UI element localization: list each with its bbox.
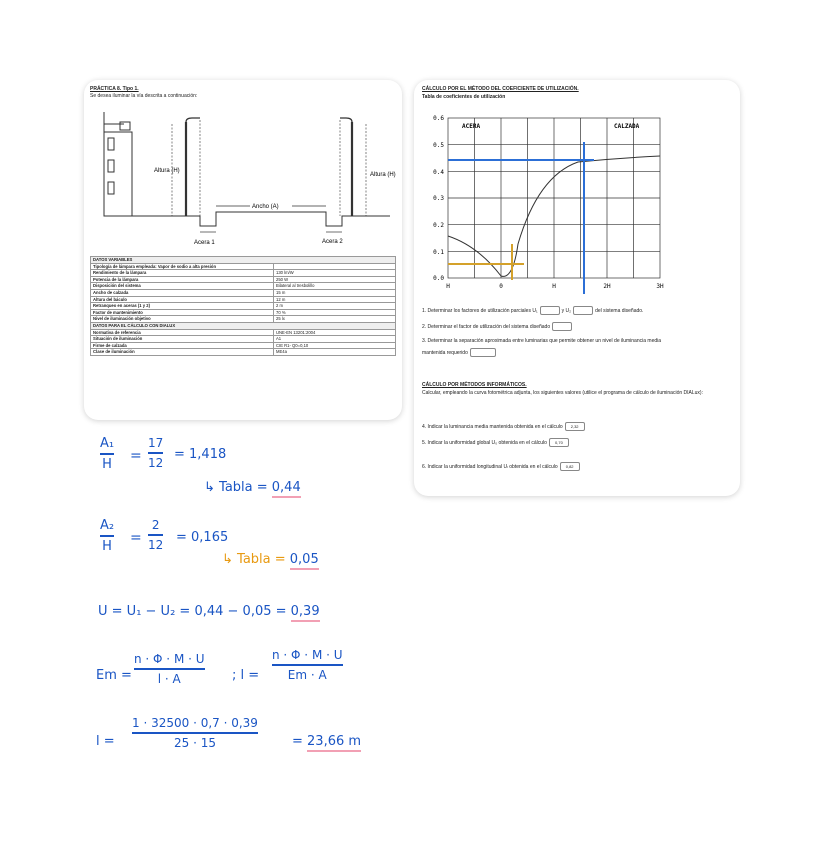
table-row — [91, 309, 396, 316]
eq5-numerator: 1 · 32500 · 0,7 · 0,39 — [132, 716, 258, 730]
table-cell-key: Situación de iluminación — [91, 336, 274, 343]
table-cell-key: Ancho de calzada — [91, 289, 274, 296]
street-section-diagram — [90, 102, 396, 252]
eq2-numerator: A₂ — [100, 518, 115, 533]
y-tick-labels — [433, 115, 444, 282]
table-section-row — [91, 322, 396, 329]
table-row — [91, 289, 396, 296]
table-cell-value: 250 W — [274, 276, 396, 283]
table-row — [91, 336, 396, 343]
utilization-chart — [418, 104, 708, 294]
x-tick: 2H — [603, 283, 611, 290]
eq2-tabla — [222, 552, 319, 567]
x-tick: H — [446, 283, 450, 290]
table-row — [91, 303, 396, 310]
table-cell-key: Retranqueo en aceras (1 y 2) — [91, 303, 274, 310]
q6-answer-box[interactable]: 0,82 — [560, 462, 580, 471]
y-tick: 0.0 — [433, 275, 444, 282]
table-row — [91, 276, 396, 283]
right-pole — [340, 118, 366, 216]
question-3-line2 — [422, 348, 498, 357]
question-4 — [422, 422, 587, 431]
table-row — [91, 349, 396, 356]
question-2 — [422, 322, 574, 331]
y-tick: 0.3 — [433, 195, 444, 202]
table-cell-key: Nivel de iluminación objetivo — [91, 316, 274, 323]
table-cell-value: 15 m — [274, 289, 396, 296]
table-cell-value: 25 lx — [274, 316, 396, 323]
table-cell-value: 70 % — [274, 309, 396, 316]
method-card — [414, 80, 740, 496]
question-1 — [422, 306, 643, 315]
table-section-row — [91, 257, 396, 264]
table-cell-key: Altura del báculo — [91, 296, 274, 303]
eq4-denominator: l · A — [157, 671, 181, 686]
width-label: Ancho (A) — [252, 204, 279, 210]
x-tick: 3H — [656, 283, 664, 290]
table-row — [91, 263, 396, 270]
section-header: DATOS PARA EL CÁLCULO CON DIALUX — [91, 322, 396, 329]
table-row — [91, 342, 396, 349]
table-cell-key: Clase de iluminación — [91, 349, 274, 356]
eq2-tabla-value: 0,05 — [290, 552, 319, 570]
table-cell-key: Disposición del sistema — [91, 283, 274, 290]
question-6-text: 6. Indicar la uniformidad longitudinal Uₗ obtenida en el cálculo — [422, 463, 558, 470]
eq2-fraction-b — [148, 518, 163, 552]
table-cell-value: Bilateral al tresbolillo — [274, 283, 396, 290]
left-pole — [172, 118, 200, 216]
eq1-denominator: H — [102, 456, 112, 472]
question-6 — [422, 462, 582, 471]
table-cell-value: 130 lm/W — [274, 270, 396, 277]
question-2-text: 2. Determinar el factor de utilización del sistema diseñado — [422, 323, 551, 330]
sidewalk-1-label: Acera 1 — [194, 240, 215, 246]
u2-answer-box[interactable] — [573, 306, 593, 315]
table-cell-key: Rendimiento de la lámpara — [91, 270, 274, 277]
eq1-fraction-a — [100, 436, 114, 472]
table-row — [91, 296, 396, 303]
calzada-label: CALZADA — [614, 123, 640, 130]
eq5-equals: = — [292, 734, 308, 749]
eq4-fraction-b — [272, 648, 343, 682]
eq5-fraction — [132, 716, 258, 750]
table-cell-key: Firme de calzada — [91, 342, 274, 349]
table-cell-value: 12 m — [274, 296, 396, 303]
building-drawing — [104, 112, 132, 216]
eq4-fraction-a — [134, 652, 205, 686]
question-3-text: 3. Determinar la separación aproximada entre luminarias que permite obtener un nivel de iluminancia media — [422, 338, 662, 344]
question-1-mid: y U₂ — [561, 307, 572, 314]
eq3-expression: U = U₁ − U₂ = 0,44 − 0,05 = — [98, 604, 291, 619]
eq4-lhs: Em = — [96, 668, 132, 683]
fraction-bar — [148, 452, 163, 454]
variables-table — [90, 256, 396, 356]
q5-answer-box[interactable]: 0,70 — [549, 438, 569, 447]
x-tick: H — [552, 283, 556, 290]
question-1-text: 1. Determinar los factores de utilización parciales U₁ — [422, 307, 538, 314]
eq1-result: = 1,418 — [174, 447, 227, 462]
table-cell-value: ME4a — [274, 349, 396, 356]
problem-card — [84, 80, 402, 420]
acera-label: ACERA — [462, 123, 481, 130]
eq2-denominator: H — [102, 538, 112, 554]
y-tick: 0.6 — [433, 115, 444, 122]
table-cell-value — [274, 263, 396, 270]
eq4-mid: ; l = — [232, 668, 260, 683]
eq1-numerator-2: 17 — [148, 436, 164, 450]
eq2-numerator-2: 2 — [151, 518, 160, 532]
question-5-text: 5. Indicar la uniformidad global U₀ obtenida en el cálculo — [422, 439, 547, 446]
question-3-end: mantenida requerido — [422, 349, 468, 356]
question-4-text: 4. Indicar la luminancia media mantenida obtenida en el cálculo — [422, 423, 563, 430]
table-row — [91, 270, 396, 277]
fraction-bar — [272, 664, 343, 666]
fraction-bar — [148, 534, 163, 536]
table-row — [91, 283, 396, 290]
y-tick: 0.4 — [433, 169, 444, 176]
table-cell-value: 2 m — [274, 303, 396, 310]
eq1-tabla-label: ↳ Tabla = — [204, 480, 272, 495]
eq2-fraction-a — [100, 518, 114, 554]
y-tick: 0.5 — [433, 142, 444, 149]
eq2-tabla-label: ↳ Tabla = — [222, 552, 290, 567]
eq1-numerator: A₁ — [100, 436, 115, 451]
equals-sign: = — [130, 448, 142, 464]
x-tick-labels — [446, 283, 664, 290]
table-cell-key: Factor de mantenimiento — [91, 309, 274, 316]
eq1-denominator-2: 12 — [148, 455, 164, 470]
fraction-bar — [100, 535, 114, 537]
question-1-end: del sistema diseñado. — [595, 307, 644, 314]
table-row — [91, 316, 396, 323]
eq3-value: 0,39 — [291, 604, 320, 622]
eq2-result: = 0,165 — [176, 530, 229, 545]
eq1-tabla — [204, 480, 301, 495]
section2-text: Calcular, empleando la curva fotométrica adjunta, los siguientes valores (utilice el programa de cálculo de iluminación DIALux): — [422, 390, 703, 396]
q4-answer-box[interactable]: 2,32 — [565, 422, 585, 431]
section-header: DATOS VARIABLES — [91, 257, 396, 264]
eq1-tabla-value: 0,44 — [272, 480, 301, 498]
table-cell-key: Potencia de la lámpara — [91, 276, 274, 283]
u-answer-box[interactable] — [552, 322, 572, 331]
table-cell-key: Normativa de referencia — [91, 329, 274, 336]
eq5-denominator: 25 · 15 — [173, 735, 216, 750]
table-row — [91, 329, 396, 336]
u1-answer-box[interactable] — [540, 306, 560, 315]
section2-title: CÁLCULO POR MÉTODOS INFORMÁTICOS. — [422, 382, 527, 388]
question-5 — [422, 438, 571, 447]
chart-subtitle: Tabla de coeficientes de utilización — [422, 94, 506, 100]
equals-sign: = — [130, 530, 142, 546]
practice-subtitle: Se desea iluminar la vía descrita a continuación: — [90, 93, 198, 99]
fraction-bar — [134, 668, 205, 670]
eq4-denominator-2: Em · A — [287, 667, 327, 682]
y-tick: 0.1 — [433, 249, 444, 256]
eq5-lhs: l = — [96, 734, 115, 749]
table-cell-value: CIE R1- Q0=0,10 — [274, 342, 396, 349]
method-title: CÁLCULO POR EL MÉTODO DEL COEFICIENTE DE UTILIZACIÓN. — [422, 86, 579, 92]
y-tick: 0.2 — [433, 222, 444, 229]
sidewalk-2-label: Acera 2 — [322, 239, 343, 245]
eq4-numerator: n · Φ · M · U — [134, 652, 205, 666]
eq1-fraction-b — [148, 436, 163, 470]
table-cell-value: A1 — [274, 336, 396, 343]
height-label-right: Altura (H) — [370, 172, 396, 178]
eq4-numerator-2: n · Φ · M · U — [272, 648, 343, 662]
fraction-bar — [100, 453, 114, 455]
eq3 — [98, 604, 320, 619]
table-cell-value: UNE-EN 13201:2004 — [274, 329, 396, 336]
eq2-denominator-2: 12 — [148, 537, 164, 552]
separation-answer-box[interactable] — [470, 348, 496, 357]
eq5-result — [292, 734, 361, 749]
practice-title: PRÁCTICA 8. Tipo 1. — [90, 86, 139, 92]
eq5-value: 23,66 m — [307, 734, 361, 752]
table-cell-key: Tipología de lámpara empleada: Vapor de sodio a alta presión — [91, 263, 274, 270]
question-3 — [422, 338, 661, 344]
height-label-left: Altura (H) — [154, 168, 180, 174]
fraction-bar — [132, 732, 258, 734]
x-tick: 0 — [499, 283, 503, 290]
